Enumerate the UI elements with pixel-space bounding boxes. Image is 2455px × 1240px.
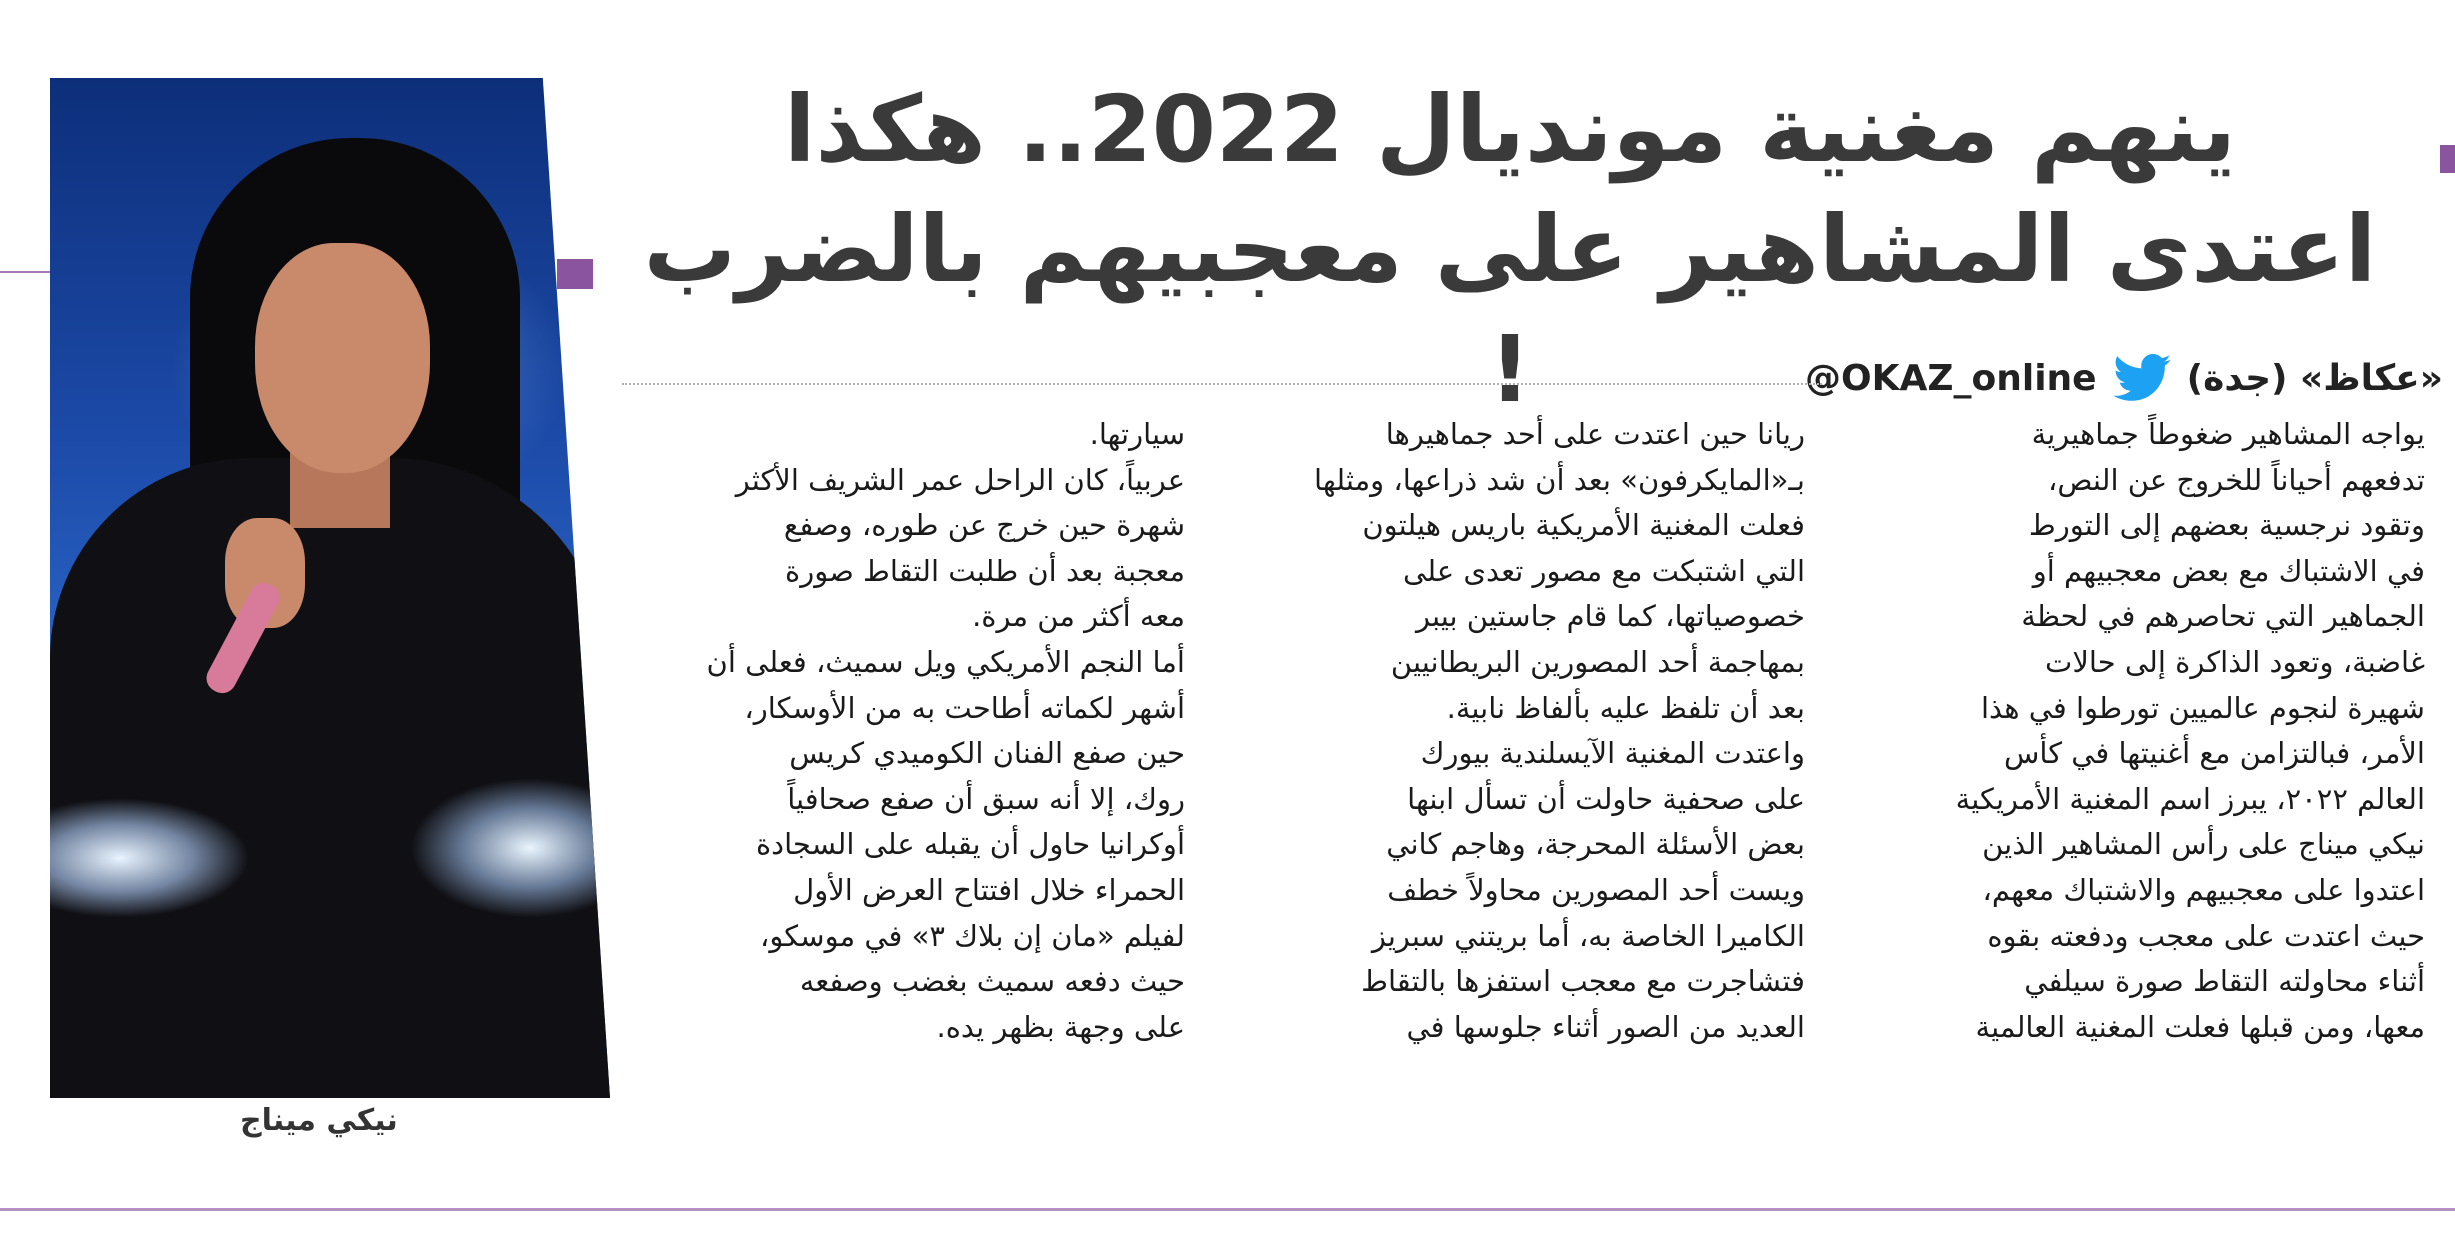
column-1-text: يواجه المشاهير ضغوطاً جماهيرية تدفعهم أحياناً للخروج عن النص، وتقود نرجسية بعضهم إلى التورط في الاشتباك مع بعض معجبيهم أو الجماهير التي تحاصرهم في لحظة غاضبة، وتعود الذاكرة إلى حالات شهيرة لنجوم عالميين تورطوا في هذا الأمر، فبالتزامن مع أغنيتها في كأس العالم ٢٠٢٢، يبرز اسم المغنية الأمريكية نيكي ميناج على رأس المشاهير الذين اعتدوا على معجبيهم والاشتباك معهم، حيث اعتدت على معجب ودفعته بقوه أثناء محاولته التقاط صورة سيلفي معها، ومن قبلها فعلت المغنية العالمية bbox=[1955, 417, 2425, 1044]
article-column-2 bbox=[1240, 412, 1805, 1050]
bottom-rule bbox=[0, 1208, 2455, 1211]
headline-line-1: ينهم مغنية مونديال 2022.. هكذا bbox=[783, 76, 2237, 183]
photo-caption: نيكي ميناج bbox=[240, 1103, 398, 1138]
article-column-3 bbox=[625, 412, 1185, 1050]
dotted-separator bbox=[622, 383, 1822, 385]
headline-line-2: اعتدى المشاهير على معجبيهم بالضرب ! bbox=[643, 196, 2377, 423]
column-2-text: ريانا حين اعتدت على أحد جماهيرها بـ«المايكرفون» بعد أن شد ذراعها، ومثلها فعلت المغنية الأمريكية باريس هيلتون التي اشتبكت مع مصور تعدى على خصوصياتها، كما قام جاستين بيبر بمهاجمة أحد المصورين البريطانيين بعد أن تلفظ عليه بألفاظ نابية. واعتدت المغنية الآيسلندية بيورك على صحفية حاولت أن تسأل ابنها بعض الأسئلة المحرجة، وهاجم كاني ويست أحد المصورين محاولاً خطف الكاميرا الخاصة به، أما بريتني سبريز فتشاجرت مع معجب استفزها بالتقاط العديد من الصور أثناء جلوسها في bbox=[1314, 417, 1805, 1044]
byline bbox=[1805, 348, 2443, 408]
article-photo bbox=[50, 78, 610, 1098]
twitter-bird-icon bbox=[2113, 354, 2171, 402]
accent-square-left bbox=[557, 259, 593, 289]
byline-source: «عكاظ» (جدة) bbox=[2186, 357, 2443, 399]
column-3-text: سيارتها. عربياً، كان الراحل عمر الشريف الأكثر شهرة حين خرج عن طوره، وصفع معجبة بعد أن طلبت التقاط صورة معه أكثر من مرة. أما النجم الأمريكي ويل سميث، فعلى أن أشهر لكماته أطاحت به من الأوسكار، حين صفع الفنان الكوميدي كريس روك، إلا أنه سبق أن صفع صحافياً أوكرانيا حاول أن يقبله على السجادة الحمراء خلال افتتاح العرض الأول لفيلم «مان إن بلاك ٣» في موسكو، حيث دفعه سميث بغضب وصفعه على وجهة بظهر يده. bbox=[706, 417, 1185, 1044]
accent-square-right bbox=[2440, 145, 2455, 173]
article-column-1 bbox=[1855, 412, 2425, 1050]
byline-handle[interactable]: @OKAZ_online bbox=[1805, 357, 2097, 399]
